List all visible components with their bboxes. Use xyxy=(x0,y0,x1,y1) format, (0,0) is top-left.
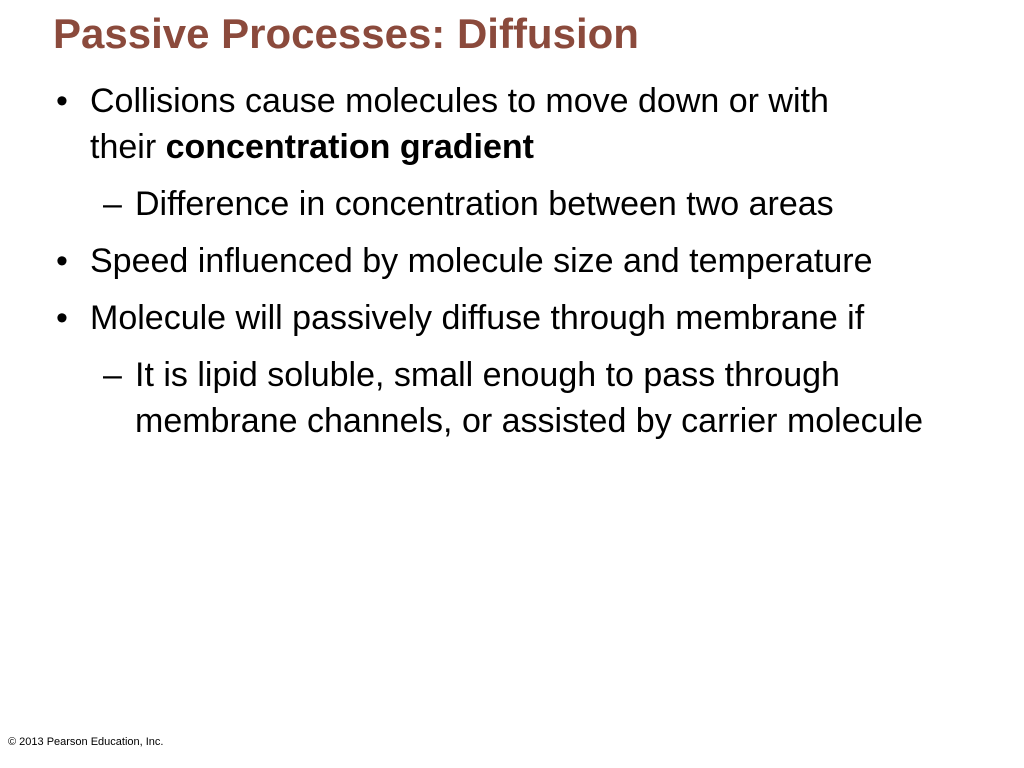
bullet-marker: • xyxy=(56,242,68,280)
slide-title: Passive Processes: Diffusion xyxy=(53,10,639,57)
bullet-marker: • xyxy=(56,299,68,337)
bullet-text: Collisions cause molecules to move down or with their xyxy=(90,82,829,166)
sub-bullet-marker: – xyxy=(103,185,122,223)
sub-bullet-text: It is lipid soluble, small enough to pass through membrane channels, or assisted by carrier molecule xyxy=(135,356,924,440)
sub-bullet-item xyxy=(0,181,925,227)
bullet-item xyxy=(0,78,890,170)
bullet-text: Molecule will passively diffuse through membrane if xyxy=(90,299,865,337)
bullet-item xyxy=(0,295,890,341)
bold-term: concentration gradient xyxy=(165,128,534,166)
sub-bullet-marker: – xyxy=(103,356,122,394)
bullet-text: Speed influenced by molecule size and temperature xyxy=(90,242,873,280)
bullet-item xyxy=(0,238,890,284)
copyright-notice: © 2013 Pearson Education, Inc. xyxy=(8,736,164,748)
sub-bullet-text: Difference in concentration between two areas xyxy=(135,185,834,223)
bullet-marker: • xyxy=(56,82,68,120)
sub-bullet-item xyxy=(0,352,925,444)
bullet-list xyxy=(0,78,1024,444)
